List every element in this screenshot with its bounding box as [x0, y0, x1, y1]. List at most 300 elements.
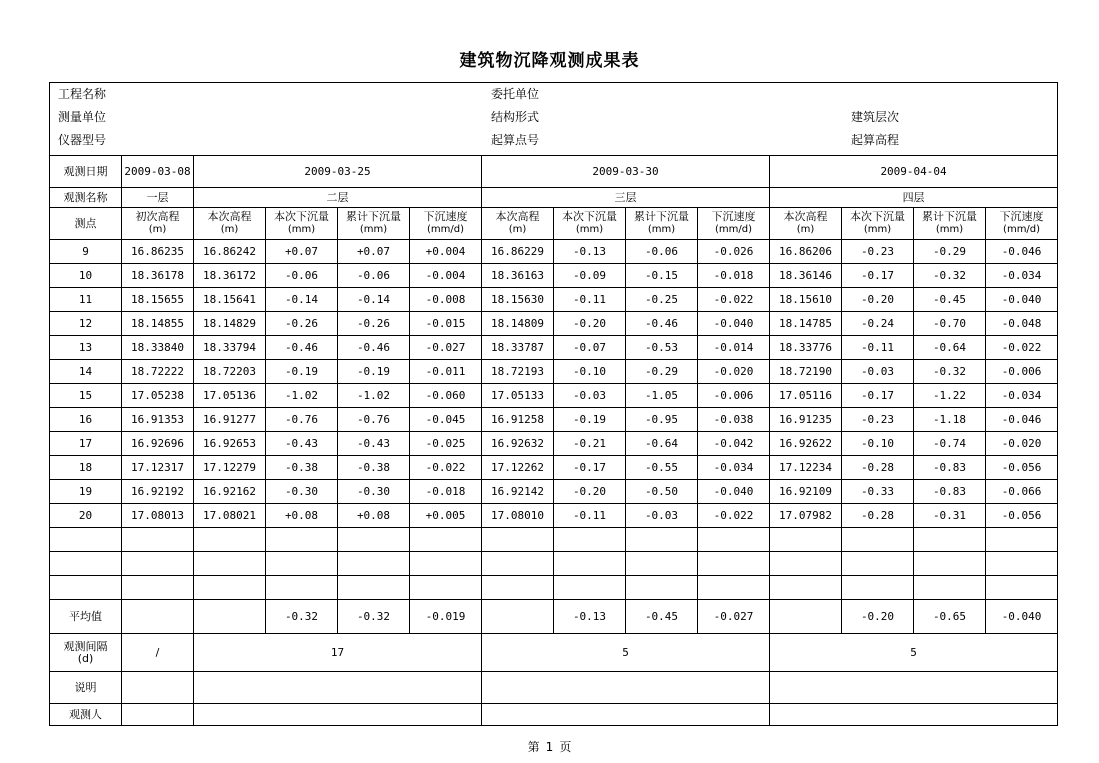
- table-row: [50, 432, 1058, 456]
- table-cell: -0.64: [626, 432, 698, 456]
- col-speed-header: [410, 208, 482, 240]
- column-title: 累计下沉量: [634, 210, 689, 223]
- table-cell: -0.15: [626, 264, 698, 288]
- table-cell: 16.86242: [194, 240, 266, 264]
- empty-cell: [338, 552, 410, 576]
- table-cell: -0.022: [410, 456, 482, 480]
- table-cell: -0.64: [914, 336, 986, 360]
- page-title: 建筑物沉降观测成果表: [459, 51, 640, 71]
- table-cell: -0.28: [842, 504, 914, 528]
- table-cell: -0.19: [554, 408, 626, 432]
- col-cumulative-header: [914, 208, 986, 240]
- empty-cell: [50, 552, 122, 576]
- table-cell: -0.74: [914, 432, 986, 456]
- remarks-label: 说明: [50, 672, 122, 704]
- average-empty: [770, 600, 842, 634]
- obs-date-label: 观测日期: [50, 156, 122, 188]
- remarks-cell: [122, 672, 194, 704]
- table-row: [50, 312, 1058, 336]
- observer-cell: [194, 704, 482, 726]
- col-cumulative-header: [338, 208, 410, 240]
- column-unit: (m): [148, 224, 167, 235]
- empty-cell: [770, 528, 842, 552]
- empty-cell: [626, 552, 698, 576]
- table-cell: -0.056: [986, 504, 1058, 528]
- table-row: [50, 360, 1058, 384]
- table-cell: 18.72222: [122, 360, 194, 384]
- column-title: 初次高程: [135, 210, 180, 223]
- point-id: 11: [50, 288, 122, 312]
- col-settlement-header: [842, 208, 914, 240]
- table-cell: 18.33794: [194, 336, 266, 360]
- survey-unit-label: 测量单位: [58, 110, 107, 124]
- table-cell: -0.19: [338, 360, 410, 384]
- empty-cell: [554, 528, 626, 552]
- column-unit: (mm): [647, 224, 676, 235]
- empty-cell: [338, 528, 410, 552]
- table-cell: 16.86235: [122, 240, 194, 264]
- table-cell: +0.005: [410, 504, 482, 528]
- table-cell: -0.21: [554, 432, 626, 456]
- table-cell: -0.020: [698, 360, 770, 384]
- table-cell: -0.23: [842, 408, 914, 432]
- average-cumulative: -0.45: [626, 600, 698, 634]
- table-cell: 18.14785: [770, 312, 842, 336]
- table-cell: -0.040: [986, 288, 1058, 312]
- col-settlement-header: [554, 208, 626, 240]
- empty-cell: [338, 576, 410, 600]
- table-cell: -0.29: [626, 360, 698, 384]
- table-cell: -0.53: [626, 336, 698, 360]
- start-point-label: 起算点号: [491, 133, 540, 147]
- table-cell: -0.10: [554, 360, 626, 384]
- point-id: 18: [50, 456, 122, 480]
- empty-cell: [194, 576, 266, 600]
- column-title: 下沉速度: [999, 210, 1044, 223]
- table-cell: -0.38: [338, 456, 410, 480]
- table-cell: 17.12279: [194, 456, 266, 480]
- table-cell: 18.14809: [482, 312, 554, 336]
- average-empty: [194, 600, 266, 634]
- table-cell: -0.046: [986, 240, 1058, 264]
- table-cell: 16.92109: [770, 480, 842, 504]
- date-4: 2009-04-04: [770, 156, 1058, 188]
- table-row: [50, 240, 1058, 264]
- col-current-elevation-header: [482, 208, 554, 240]
- empty-cell: [482, 552, 554, 576]
- table-row: [50, 264, 1058, 288]
- empty-cell: [914, 552, 986, 576]
- table-cell: +0.08: [266, 504, 338, 528]
- average-settle: -0.32: [266, 600, 338, 634]
- table-cell: -0.06: [338, 264, 410, 288]
- average-cumulative: -0.32: [338, 600, 410, 634]
- table-cell: -0.14: [266, 288, 338, 312]
- table-cell: -0.24: [842, 312, 914, 336]
- average-empty: [122, 600, 194, 634]
- table-cell: +0.07: [338, 240, 410, 264]
- table-row: [50, 456, 1058, 480]
- table-cell: -0.025: [410, 432, 482, 456]
- empty-row: [50, 576, 1058, 600]
- table-cell: 17.08021: [194, 504, 266, 528]
- average-empty: [482, 600, 554, 634]
- table-cell: 16.92162: [194, 480, 266, 504]
- name-3: 三层: [482, 188, 770, 208]
- point-id: 17: [50, 432, 122, 456]
- table-cell: 17.07982: [770, 504, 842, 528]
- column-title: 本次高程: [207, 210, 252, 223]
- empty-cell: [698, 528, 770, 552]
- remarks-cell: [770, 672, 1058, 704]
- point-id: 10: [50, 264, 122, 288]
- point-id: 12: [50, 312, 122, 336]
- table-cell: 16.86206: [770, 240, 842, 264]
- empty-cell: [266, 528, 338, 552]
- table-cell: 18.33840: [122, 336, 194, 360]
- project-name-label: 工程名称: [58, 87, 107, 101]
- empty-cell: [842, 528, 914, 552]
- average-speed: -0.040: [986, 600, 1058, 634]
- column-unit: (mm/d): [426, 224, 464, 235]
- empty-cell: [410, 528, 482, 552]
- empty-cell: [770, 576, 842, 600]
- empty-cell: [194, 528, 266, 552]
- point-id: 15: [50, 384, 122, 408]
- table-cell: -0.20: [842, 288, 914, 312]
- column-unit: (m): [508, 224, 527, 235]
- table-cell: -0.06: [626, 240, 698, 264]
- table-cell: -0.20: [554, 312, 626, 336]
- empty-row: [50, 528, 1058, 552]
- table-cell: 17.08013: [122, 504, 194, 528]
- col-speed-header: [986, 208, 1058, 240]
- point-id: 16: [50, 408, 122, 432]
- empty-cell: [266, 552, 338, 576]
- empty-cell: [986, 552, 1058, 576]
- table-cell: -0.006: [986, 360, 1058, 384]
- table-cell: -0.19: [266, 360, 338, 384]
- table-cell: -1.18: [914, 408, 986, 432]
- interval-first: /: [122, 634, 194, 672]
- name-1: 一层: [122, 188, 194, 208]
- empty-cell: [842, 576, 914, 600]
- table-cell: -0.17: [842, 264, 914, 288]
- table-cell: -0.83: [914, 480, 986, 504]
- table-cell: -1.02: [266, 384, 338, 408]
- table-cell: 18.36172: [194, 264, 266, 288]
- table-cell: 17.05133: [482, 384, 554, 408]
- table-row: [50, 504, 1058, 528]
- table-cell: -0.015: [410, 312, 482, 336]
- table-cell: -0.32: [914, 360, 986, 384]
- table-cell: -0.07: [554, 336, 626, 360]
- table-row: [50, 288, 1058, 312]
- table-cell: -0.048: [986, 312, 1058, 336]
- table-cell: 18.14829: [194, 312, 266, 336]
- column-unit: (mm): [359, 224, 388, 235]
- table-cell: -0.76: [338, 408, 410, 432]
- table-cell: -0.027: [410, 336, 482, 360]
- average-speed: -0.019: [410, 600, 482, 634]
- interval-label: 观测间隔 (d): [50, 634, 122, 672]
- average-cumulative: -0.65: [914, 600, 986, 634]
- empty-cell: [410, 552, 482, 576]
- empty-row: [50, 552, 1058, 576]
- col-current-elevation-header: [194, 208, 266, 240]
- table-cell: -0.045: [410, 408, 482, 432]
- table-cell: -0.43: [338, 432, 410, 456]
- table-cell: 16.92653: [194, 432, 266, 456]
- column-unit: (m): [220, 224, 239, 235]
- point-id: 20: [50, 504, 122, 528]
- empty-cell: [50, 528, 122, 552]
- remarks-cell: [194, 672, 482, 704]
- table-cell: -0.018: [698, 264, 770, 288]
- settlement-table: [49, 82, 1058, 726]
- average-settle: -0.13: [554, 600, 626, 634]
- table-cell: -0.03: [842, 360, 914, 384]
- table-cell: -0.26: [338, 312, 410, 336]
- table-cell: 16.91235: [770, 408, 842, 432]
- table-cell: -0.46: [266, 336, 338, 360]
- table-cell: -0.060: [410, 384, 482, 408]
- table-cell: -0.018: [410, 480, 482, 504]
- table-cell: -0.20: [554, 480, 626, 504]
- table-cell: -0.45: [914, 288, 986, 312]
- table-cell: -0.23: [842, 240, 914, 264]
- table-cell: -0.32: [914, 264, 986, 288]
- table-cell: 16.86229: [482, 240, 554, 264]
- empty-cell: [266, 576, 338, 600]
- column-title: 本次高程: [495, 210, 540, 223]
- table-cell: 18.72193: [482, 360, 554, 384]
- table-cell: 18.15641: [194, 288, 266, 312]
- column-unit: (mm): [935, 224, 964, 235]
- empty-cell: [986, 528, 1058, 552]
- info-block: [50, 83, 1058, 156]
- empty-cell: [122, 528, 194, 552]
- col-current-elevation-header: [770, 208, 842, 240]
- column-unit: (mm/d): [714, 224, 752, 235]
- table-cell: -0.25: [626, 288, 698, 312]
- table-cell: -0.020: [986, 432, 1058, 456]
- interval-4: 5: [770, 634, 1058, 672]
- table-cell: 16.91353: [122, 408, 194, 432]
- name-row: [50, 188, 1058, 208]
- average-label: 平均值: [50, 600, 122, 634]
- footer-suffix: 页: [559, 740, 572, 754]
- column-title: 本次高程: [783, 210, 828, 223]
- column-title: 本次下沉量: [562, 210, 617, 223]
- name-4: 四层: [770, 188, 1058, 208]
- table-cell: -0.10: [842, 432, 914, 456]
- table-row: [50, 336, 1058, 360]
- table-cell: -0.55: [626, 456, 698, 480]
- table-cell: 16.92192: [122, 480, 194, 504]
- table-cell: -0.011: [410, 360, 482, 384]
- column-title: 本次下沉量: [274, 210, 329, 223]
- table-cell: 17.12317: [122, 456, 194, 480]
- start-elevation-label: 起算高程: [851, 133, 900, 147]
- observer-row: [50, 704, 1058, 726]
- column-title: 下沉速度: [423, 210, 468, 223]
- observer-label: 观测人: [50, 704, 122, 726]
- table-cell: -0.46: [338, 336, 410, 360]
- client-label: 委托单位: [491, 87, 540, 101]
- table-cell: -0.026: [698, 240, 770, 264]
- table-cell: 16.92622: [770, 432, 842, 456]
- empty-cell: [770, 552, 842, 576]
- page-number: 1: [545, 740, 554, 754]
- table-cell: -1.02: [338, 384, 410, 408]
- footer-prefix: 第: [527, 740, 540, 754]
- table-cell: -0.14: [338, 288, 410, 312]
- empty-cell: [986, 576, 1058, 600]
- remarks-cell: [482, 672, 770, 704]
- obs-name-label: 观测名称: [50, 188, 122, 208]
- table-cell: -1.22: [914, 384, 986, 408]
- empty-cell: [194, 552, 266, 576]
- table-cell: 17.05116: [770, 384, 842, 408]
- instrument-label: 仪器型号: [58, 133, 107, 147]
- date-1: 2009-03-08: [122, 156, 194, 188]
- table-cell: 18.33776: [770, 336, 842, 360]
- table-cell: -0.26: [266, 312, 338, 336]
- table-cell: -0.38: [266, 456, 338, 480]
- table-cell: -0.28: [842, 456, 914, 480]
- structure-label: 结构形式: [491, 110, 540, 124]
- table-cell: -0.13: [554, 240, 626, 264]
- col-cumulative-header: [626, 208, 698, 240]
- table-cell: 18.14855: [122, 312, 194, 336]
- observer-cell: [482, 704, 770, 726]
- table-cell: -0.95: [626, 408, 698, 432]
- table-cell: 18.15630: [482, 288, 554, 312]
- name-2: 二层: [194, 188, 482, 208]
- table-cell: 18.15610: [770, 288, 842, 312]
- table-cell: -0.014: [698, 336, 770, 360]
- empty-cell: [842, 552, 914, 576]
- table-cell: -0.29: [914, 240, 986, 264]
- point-id: 9: [50, 240, 122, 264]
- point-id: 14: [50, 360, 122, 384]
- average-row: [50, 600, 1058, 634]
- table-cell: +0.004: [410, 240, 482, 264]
- column-title: 下沉速度: [711, 210, 756, 223]
- table-cell: -0.046: [986, 408, 1058, 432]
- table-cell: -0.006: [698, 384, 770, 408]
- table-cell: -0.034: [986, 384, 1058, 408]
- table-cell: 18.15655: [122, 288, 194, 312]
- date-row: [50, 156, 1058, 188]
- point-label: 测点: [50, 208, 122, 240]
- table-cell: -0.30: [266, 480, 338, 504]
- column-unit: (mm): [575, 224, 604, 235]
- table-cell: -0.70: [914, 312, 986, 336]
- empty-cell: [698, 576, 770, 600]
- table-cell: +0.08: [338, 504, 410, 528]
- table-cell: -0.17: [842, 384, 914, 408]
- column-header-row: [50, 208, 1058, 240]
- table-cell: -0.11: [842, 336, 914, 360]
- empty-cell: [914, 576, 986, 600]
- column-title: 累计下沉量: [922, 210, 977, 223]
- interval-3: 5: [482, 634, 770, 672]
- col-speed-header: [698, 208, 770, 240]
- point-id: 19: [50, 480, 122, 504]
- table-cell: 18.36163: [482, 264, 554, 288]
- average-settle: -0.20: [842, 600, 914, 634]
- empty-cell: [698, 552, 770, 576]
- empty-cell: [410, 576, 482, 600]
- table-cell: -0.17: [554, 456, 626, 480]
- table-cell: 16.92142: [482, 480, 554, 504]
- interval-row: [50, 634, 1058, 672]
- column-unit: (mm): [287, 224, 316, 235]
- floors-label: 建筑层次: [851, 110, 900, 124]
- table-cell: -0.034: [698, 456, 770, 480]
- table-cell: -0.008: [410, 288, 482, 312]
- empty-cell: [50, 576, 122, 600]
- table-cell: -0.042: [698, 432, 770, 456]
- table-cell: 16.91277: [194, 408, 266, 432]
- table-cell: -0.056: [986, 456, 1058, 480]
- column-unit: (mm/d): [1003, 224, 1041, 235]
- page-footer: [0, 738, 1099, 755]
- table-cell: +0.07: [266, 240, 338, 264]
- interval-2: 17: [194, 634, 482, 672]
- column-title: 累计下沉量: [346, 210, 401, 223]
- table-cell: 18.36178: [122, 264, 194, 288]
- table-cell: -0.038: [698, 408, 770, 432]
- empty-cell: [482, 528, 554, 552]
- empty-cell: [914, 528, 986, 552]
- table-cell: -0.46: [626, 312, 698, 336]
- table-cell: 18.72203: [194, 360, 266, 384]
- empty-cell: [482, 576, 554, 600]
- table-row: [50, 480, 1058, 504]
- table-cell: -0.30: [338, 480, 410, 504]
- table-cell: 18.36146: [770, 264, 842, 288]
- table-cell: -0.040: [698, 312, 770, 336]
- empty-cell: [554, 576, 626, 600]
- empty-cell: [626, 528, 698, 552]
- point-id: 13: [50, 336, 122, 360]
- table-cell: 16.91258: [482, 408, 554, 432]
- empty-cell: [122, 576, 194, 600]
- table-cell: -1.05: [626, 384, 698, 408]
- table-cell: 18.72190: [770, 360, 842, 384]
- table-cell: -0.11: [554, 288, 626, 312]
- table-cell: 17.12234: [770, 456, 842, 480]
- col-first-elevation-header: [122, 208, 194, 240]
- info-row: [50, 83, 1058, 156]
- average-speed: -0.027: [698, 600, 770, 634]
- empty-cell: [626, 576, 698, 600]
- empty-cell: [122, 552, 194, 576]
- table-cell: -0.09: [554, 264, 626, 288]
- table-cell: 17.05136: [194, 384, 266, 408]
- table-row: [50, 408, 1058, 432]
- column-unit: (m): [796, 224, 815, 235]
- table-cell: -0.06: [266, 264, 338, 288]
- table-cell: 16.92696: [122, 432, 194, 456]
- table-cell: -0.040: [698, 480, 770, 504]
- observer-cell: [770, 704, 1058, 726]
- column-unit: (mm): [863, 224, 892, 235]
- table-cell: -0.03: [626, 504, 698, 528]
